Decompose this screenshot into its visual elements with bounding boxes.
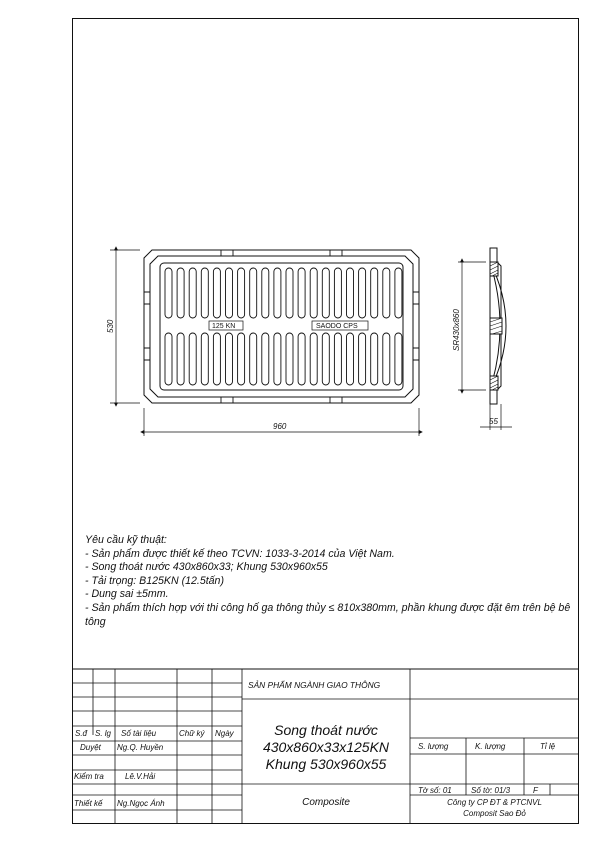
grate-slot [322,333,329,385]
grate-slot [334,333,341,385]
product-title [242,722,410,773]
header-sl: S. lg [95,729,112,738]
grate-slot [395,333,402,385]
grate-slot [177,333,184,385]
note-line: - Tải trọng: B125KN (12.5tấn) [85,574,224,587]
grate-slot [359,333,366,385]
column-weight: K. lượng [475,742,506,751]
grate-slot [359,268,366,318]
product-title-line3: Khung 530x960x55 [265,756,387,772]
header-date: Ngày [215,729,234,738]
grate-slot [298,333,305,385]
note-line: - Song thoát nước 430x860x33; Khung 530x960x55 [85,561,328,574]
note-line: - Sản phẩm được thiết kế theo TCVN: 1033-3-2014 của Việt Nam. [85,547,395,560]
technical-notes [85,534,577,629]
header-sd: S.đ [75,729,88,738]
sheet-number: Tờ số: 01 [418,786,452,795]
grate-slot [262,333,269,385]
sheet-total: Số tờ: 01/3 [471,786,511,795]
name-approved: Ng.Q. Huyền [117,743,164,752]
grate-slot [165,268,172,318]
grate-slot [286,268,293,318]
grate-slot [334,268,341,318]
grate-slot [371,333,378,385]
company-name [410,797,579,819]
dim-width-label: 960 [273,422,287,431]
grate-slot [322,268,329,318]
product-title-line2: 430x860x33x125KN [262,739,390,755]
product-title-line1: Song thoát nước [274,722,378,738]
grate-slot [189,268,196,318]
grate-slot [189,333,196,385]
name-checked: Lê.V.Hải [125,772,156,781]
grate-slot [383,333,390,385]
grate-slot [250,333,257,385]
side-dimension-lines [458,259,512,430]
column-scale: Tỉ lệ [540,742,556,751]
grate-slot [177,268,184,318]
dim-height-label: 530 [106,319,115,333]
grate-slot [201,333,208,385]
dimension-lines [110,247,422,436]
column-quantity: S. lượng [418,742,449,751]
brand-label: SAODO CPS [316,323,358,330]
grate-slot [371,268,378,318]
grate-slot [226,333,233,385]
role-checked: Kiểm tra [74,772,104,781]
grate-slot [213,268,220,318]
grate-slot [201,268,208,318]
note-line: - Dung sai ±5mm. [85,588,169,601]
grate-slot [310,268,317,318]
grate-slot [395,268,402,318]
sheet-letter: F [533,786,538,795]
grate-slot [274,333,281,385]
grate-slot [347,268,354,318]
grate-slot [383,268,390,318]
company-line2: Composit Sao Đỏ [463,809,526,818]
load-label: 125 KN [212,323,236,330]
company-line1: Công ty CP ĐT & PTCNVL [447,798,542,807]
grate-slot [274,268,281,318]
header-signature: Chữ ký [179,729,205,738]
grate-slot [250,268,257,318]
grate-slot [298,268,305,318]
grate-slot [286,333,293,385]
grate-slot [310,333,317,385]
role-approved: Duyệt [80,743,101,752]
grate-slot [262,268,269,318]
material-label: Composite [302,797,350,808]
grate-slot [238,268,245,318]
dim-radius-label: SR430x860 [452,309,461,351]
grate-plan-view [110,247,422,436]
notes-heading: Yêu cầu kỹ thuật: [85,534,167,546]
dim-thickness-label: 55 [489,417,498,426]
header-doc-no: Số tài liệu [121,729,157,738]
category-label: SẢN PHẨM NGÀNH GIAO THÔNG [248,680,381,690]
grate-slot [213,333,220,385]
note-line: - Sản phẩm thích hợp với thi công hố ga thông thủy ≤ 810x380mm, phần khung được đặt êm trên bệ bê tông [85,601,571,628]
grate-slot [347,333,354,385]
role-designer: Thiết kế [74,799,103,808]
grate-slot [165,333,172,385]
grate-slot [226,268,233,318]
name-designer: Ng.Ngọc Ánh [117,799,165,808]
grate-side-section [458,248,512,430]
grate-slot [238,333,245,385]
